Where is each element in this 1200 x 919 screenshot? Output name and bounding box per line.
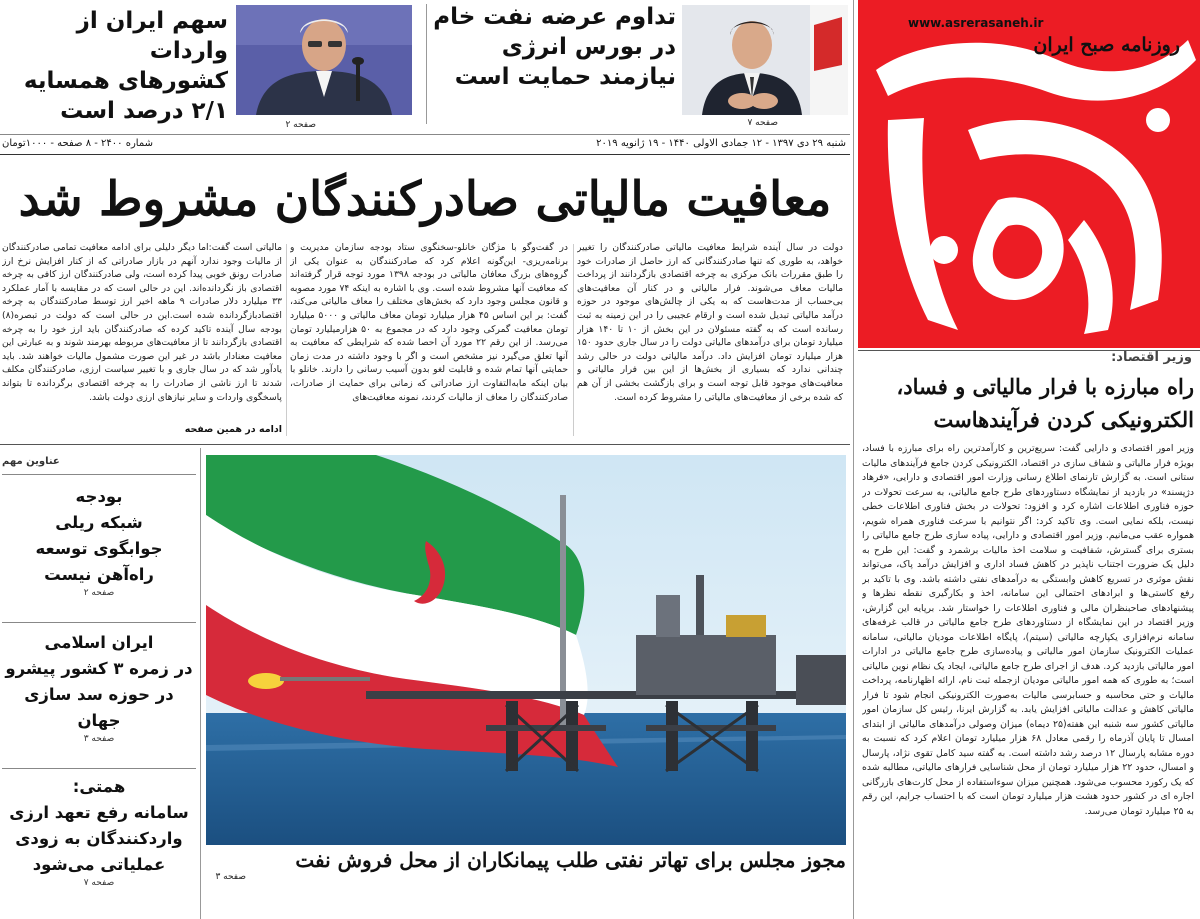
teaser-oil-line-3: نیازمند حمایت است: [454, 64, 676, 90]
sidebar-divider: [200, 448, 201, 919]
lead-rule-bottom: [0, 444, 850, 445]
issue-date: شنبه ۲۹ دی ۱۳۹۷ - ۱۲ جمادی الاولی ۱۴۴۰ - ۱۹ ژانویه ۲۰۱۹: [596, 138, 846, 149]
masthead-divider: [853, 0, 854, 919]
teaser-oil-line-2: در بورس انرژی: [501, 34, 676, 60]
sidebar-item-3-line-2: سامانه رفع تعهد ارزی: [9, 803, 189, 822]
website-url[interactable]: www.asrerasaneh.ir: [908, 16, 1044, 30]
teaser-divider: [426, 4, 427, 124]
vat-headline[interactable]: [862, 370, 1194, 436]
sidebar-header: عناوین مهم: [2, 456, 60, 467]
teaser-oil[interactable]: [430, 2, 676, 92]
oil-photo-caption[interactable]: مجوز مجلس برای تهاتر نفتی طلب پیمانکاران از محل فروش نفت: [295, 848, 846, 872]
teaser-imports-page[interactable]: صفحه ۲: [285, 120, 316, 130]
sidebar-item-1-line-4: راه‌آهن نیست: [44, 565, 154, 584]
oil-photo-page[interactable]: صفحه ۳: [215, 872, 246, 882]
sidebar-rule-2: [2, 768, 196, 769]
main-headline[interactable]: معافیت مالیاتی صادرکنندگان مشروط شد: [18, 172, 832, 227]
teaser-imports-line-3: ۲/۱ درصد است: [60, 98, 228, 124]
sidebar-item-2-page: صفحه ۳: [83, 734, 115, 744]
dateline-rule-bottom: [0, 154, 850, 155]
sidebar-item-1-line-1: بودجه: [75, 487, 123, 506]
teaser-imports-line-2: کشورهای همسایه: [23, 68, 228, 94]
sidebar-item[interactable]: [2, 774, 196, 888]
sidebar-item[interactable]: [2, 630, 196, 744]
lead-column-1: دولت در سال آینده شرایط معافیت مالیاتی صادرکنندگان را تغییر خواهد، به طوری که تنها صادرکنندگانی که ارز حاصل از صادرات خود را طبق مقررات بانک مرکزی به چرخه اقتصادی بازگردانند از پرداخت مالیات معاف می‌شوند. فرار مالیاتی و در کنار آن معافیت‌های بی‌حساب از مدت‌هاست که به یکی از چالش‌های موجود در حوزه درآمد مالیاتی تبدیل شده است و ارقام عجیبی را در این زمینه به ثبت رسانده است که به گفته مسئولان در این بخش از ۱۰ تا ۱۴۰ هزار میلیارد تومان برای درآمدهای مالیاتی دولت را در سال جاری حدود ۱۵۰ هزار میلیارد تومان افزایش داد. درآمد مالیاتی دولت در حالی رشد چندانی ندارد که بسیاری از بخش‌ها از این بین فرار مالیاتی و معافیت‌های موجود قابل توجه است و برای بازگشت بخشی از آن هم که شده برخی از معافیت‌های مالیاتی را مشروط کرده است.: [577, 242, 843, 403]
sidebar-item-2-line-3: در حوزه سد سازی: [24, 685, 174, 704]
sidebar-item-3-line-3: واردکنندگان به زودی: [15, 829, 183, 848]
teaser-imports-photo: [236, 5, 412, 115]
newspaper-tagline: روزنامه صبح ایران: [1033, 34, 1180, 56]
teaser-imports[interactable]: [12, 6, 228, 126]
sidebar-rule-1: [2, 622, 196, 623]
sidebar-item-2-line-1: ایران اسلامی: [44, 633, 154, 652]
teaser-oil-photo: [682, 5, 848, 115]
lead-column-2: در گفت‌وگو با مژگان خانلو-سخنگوی ستاد بودجه سازمان مدیریت و برنامه‌ریزی- این‌گونه اعلام کرد که صادرکنندگان به عنوان یکی از گروه‌های بزرگ معافان مالیاتی در بودجه ۱۳۹۸ مورد توجه قرار گرفته‌اند که معافیت آنها مشروط شده است. وی با اشاره به اینکه ۷۴ مورد مصوبه و قانون مجلس وجود دارد که بخش‌های مختلف را معاف مالیاتی می‌کند، گفت: بر این اساس ۴۵ هزار میلیارد تومان معاف مالیاتی و ۵۰۰۰ میلیارد تومان معافیت گمرکی وجود دارد که در مجموع به ۵۰ هزارمیلیارد تومان می‌رسد. از این رقم ۲۲ مورد آن احصا شده که شرایطی که معافیت به آنها تعلق می‌گیرد نیز مشخص است و اگر با وجود داشته در مدت زمان حمایتی آنها تمام شده و قابلیت لغو بدون آسیب رسانی را دارند. خانلو با بیان اینکه مابه‌التفاوت ارز صادراتی که زمانی برای حمایت از صادرات، صادرکنندگان را معاف از مالیات کردند، نمونه معافیت‌های: [290, 242, 568, 403]
lead-col-divider-2: [286, 244, 287, 436]
lead-column-3: مالیاتی است گفت:اما دیگر دلیلی برای ادامه معافیت تمامی صادرکنندگان از مالیات وجود ندارد آنهم در بازار صادراتی که از کنار افزایش نرخ ارز صادرات رونق خوبی پیدا کرده است، ولی صادرکنندگان ارز کافی به چرخه اقتصادی باز نگردانده‌اند. این در حالی است که در مقایسه با آمار عملکرد ۳۳ میلیارد دلار صادرات ۹ ماهه اخیر ارز توسط صادرکنندگان به چرخه اقتصادبازگردانده شده است.این در حالی است که دولت در تبصره(۸) بودجه سال آینده تاکید کرده که صادرکنندگان باید ارز خود را به چرخه اقتصادی بازگردانند تا از معافیت‌های مربوطه بهرمند شوند و به عبارتی این معافیت معنادار باشد در غیر این صورت مشمول مالیات خواهند شد. باید یادآور شد که در سال جاری و با تغییر سیاست ارزی، صادرکنندگان مکلف شدند تا ارز ناشی از صادرات را به چرخه اقتصادی برگردانده تا بتواند پاسخگوی واردات و سایر نیازهای ارزی دولت باشد.: [2, 242, 282, 403]
sidebar-item-1-page: صفحه ۲: [83, 588, 115, 598]
sidebar-item-2-line-2: در زمره ۳ کشور پیشرو: [5, 659, 193, 678]
vat-headline-line-1: راه مبارزه با فرار مالیاتی و فساد،: [896, 374, 1194, 399]
lead-continued[interactable]: ادامه در همین صفحه: [184, 424, 282, 435]
teaser-oil-page[interactable]: صفحه ۷: [747, 118, 778, 128]
sidebar-item[interactable]: [2, 484, 196, 598]
dateline-rule-top: [0, 134, 850, 135]
lead-col-divider-1: [573, 244, 574, 436]
oil-platform-photo: [206, 455, 846, 845]
sidebar-item-3-page: صفحه ۷: [83, 878, 115, 888]
sidebar-item-2-line-4: جهان: [77, 711, 121, 730]
teaser-oil-line-1: تداوم عرضه نفت خام: [433, 4, 676, 30]
vat-kicker: وزیر اقتصاد:: [1111, 350, 1192, 365]
issue-number: شماره ۲۴۰۰ - ۸ صفحه - ۱۰۰۰تومان: [2, 138, 153, 149]
teaser-imports-line-1: سهم ایران از واردات: [76, 8, 228, 64]
sidebar-item-1-line-2: شبکه ریلی: [55, 513, 143, 532]
sidebar-item-3-line-1: همتی:: [72, 777, 126, 796]
sidebar-header-rule: [2, 474, 196, 475]
sidebar-item-1-line-3: جوابگوی توسعه: [35, 539, 163, 558]
vat-body: وزیر امور اقتصادی و دارایی گفت: سریع‌ترین و کارآمدترین راه برای مبارزه با فساد، بویژه فرار مالیاتی و شفاف سازی در اقتصاد، الکترونیکی کردن جامع فرآیندهای مالیات ستانی است. به گزارش تارنمای اطلاع رسانی وزارت امور اقتصادی و دارایی، «فرهاد دژپسند» در بازدید از نمایشگاه دستاوردهای طرح جامع مالیاتی، به سرعت تحولات در حوزه فناوری اطلاعات اشاره کرد و افزود: تحولات در بخش فناوری اطلاعات خطی نیست، بلکه نمایی است. وی تاکید کرد: اگر نتوانیم با سرعت فناوری همراه شویم، همواره عقب می‌مانیم. وزیر امور اقتصادی و دارایی، پیاده سازی طرح جامع مالیاتی را بستری برای گسترش، شفافیت و سلامت اخذ مالیات برشمرد و گفت: این طرح به دلیل یک ضرورت اجتناب ناپذیر در کاهش فساد اداری و افزایش درآمد پاک، می‌تواند نقش موثری در تسریع کاهش وابستگی به درآمدهای نفتی داشته باشد. وی با تاکید بر رفع کاستی‌ها و ابرادهای احتمالی این سامانه، اخذ و بکارگیری نقطه نظرها و پیشنهادهای صاحبنظران مالی و فناوری اطلاعات را خواستار شد. برپایه این گزارش، وزیر اقتصاد در این نمایشگاه از دستاوردهای طرح جامع مالیاتی در قالب غرفه‌های سامانه نرم‌افزاری یکپارچه مالیاتی (سیتم)، پایگاه اطلاعات مودیان مالیاتی، سامانه عملیات الکترونیک سازمان امور مالیاتی و پیاده‌سازی طرح جامع مالیاتی در ادارات امور مالیاتی بازدید کرد. هدف از اجرای طرح جامع مالیاتی، ایجاد یک نظام نوین مالیاتی است؛ به طوری که همه امور مالیاتی مودیان ازجمله ثبت نام، ارائه اظهارنامه، پرداخت مالیات و حتی محاسبه و حسابرسی مالیات به‌صورت الکترونیکی انجام شود تا فرار مالیاتی کاهش و عدالت مالیاتی افزایش یابد. به گزارش ایرنا، رئیس کل سازمان امور مالیاتی کشور سه شنبه این هفته(۲۵ دیماه) میزان وصولی درآمدهای مالیاتی از ابتدای امسال تا پایان آذرماه را رقمی معادل ۶۸ هزار میلیارد تومان اعلام کرد که نسبت به دوره مشابه پارسال ۱۲ درصد رشد داشته است. به گفته سید کامل تقوی نژاد، پارسال و امسال، حدود ۲۲ هزار میلیارد تومان از محل شناسایی فرارهای مالیاتی، مطالبه شده که یک رکورد محسوب می‌شود. همچنین میزان سوءاستفاده از محل کارت‌های بازرگانی اجاره ای در کشور حدود هشت هزار میلیارد تومان است که با احتساب جرایم، این رقم به ۲۵ میلیارد تومان می‌رسد.: [862, 443, 1194, 817]
sidebar-item-3-line-4: عملیاتی می‌شود: [32, 855, 166, 874]
vat-headline-line-2: الکترونیکی کردن فرآیندهاست: [933, 407, 1194, 432]
